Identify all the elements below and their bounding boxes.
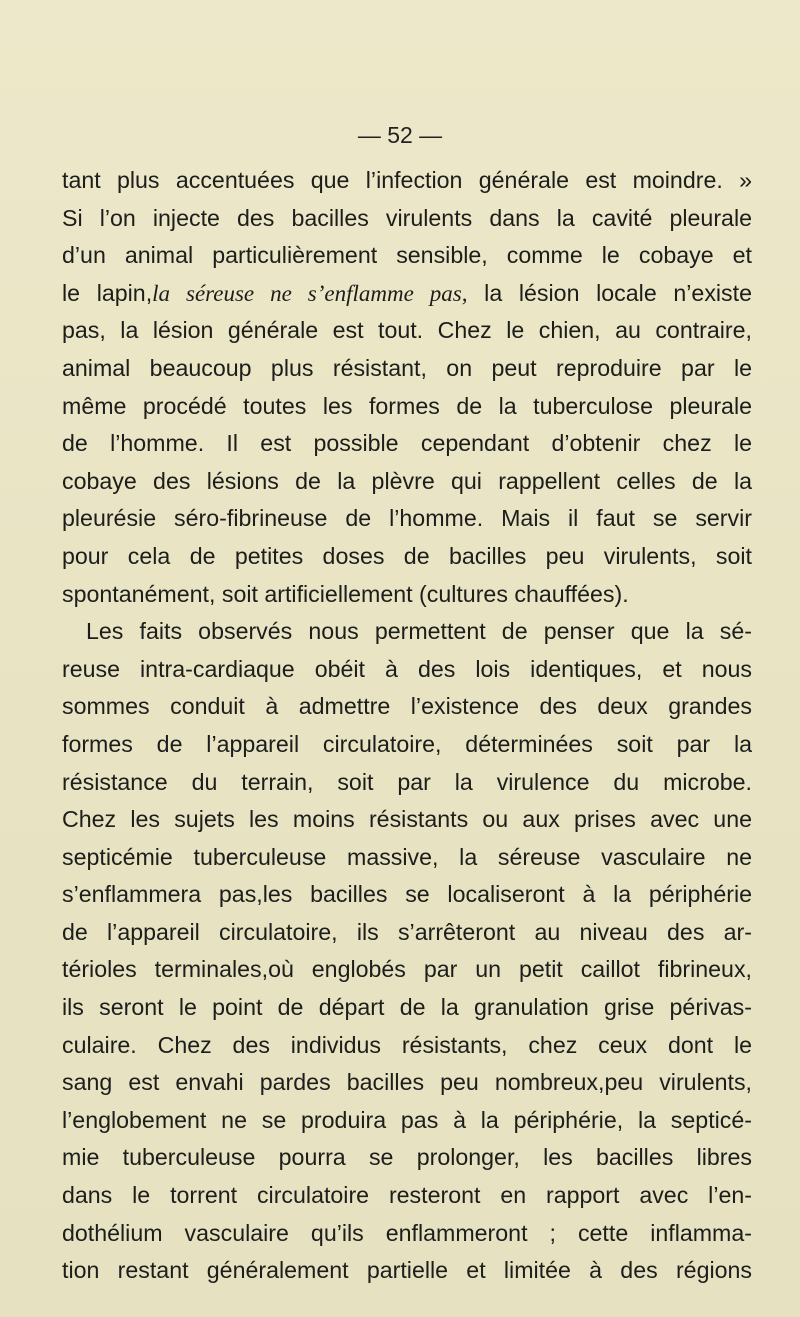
text-line-with-italic: [62, 275, 752, 313]
text-line: culaire. Chez des individus résistants, chez ceux dont le: [62, 1031, 752, 1058]
body-text: [62, 162, 752, 1290]
text-line: même procédé toutes les formes de la tuberculose pleurale: [62, 392, 752, 419]
text-line: d’un animal particulièrement sensible, comme le cobaye et: [62, 242, 752, 269]
text-line: ils seront le point de départ de la granulation grise périvas-: [62, 994, 752, 1021]
text-line: mie tuberculeuse pourra se prolonger, les bacilles libres: [62, 1144, 752, 1171]
text-line: de l’homme. Il est possible cependant d’obtenir chez le: [62, 430, 752, 457]
page-number: — 52 —: [357, 122, 443, 148]
text-line: animal beaucoup plus résistant, on peut reproduire par le: [62, 354, 752, 381]
text-line: térioles terminales,où englobés par un petit caillot fibrineux,: [62, 956, 752, 983]
text-line: formes de l’appareil circulatoire, déterminées soit par la: [62, 730, 752, 757]
text-line: s’enflammera pas,les bacilles se localiseront à la périphérie: [62, 881, 752, 908]
text-line: sommes conduit à admettre l’existence des deux grandes: [62, 693, 752, 720]
text-line: dans le torrent circulatoire resteront en rapport avec l’en-: [62, 1182, 752, 1209]
text-line: dothélium vasculaire qu’ils enflammeront ; cette inflamma-: [62, 1219, 752, 1246]
text-line: tion restant généralement partielle et limitée à des régions: [62, 1257, 752, 1284]
text-line: spontanément, soit artificiellement (cultures chauffées).: [62, 580, 629, 607]
italic-phrase: la séreuse ne s’enflamme pas,: [152, 280, 468, 306]
text-line: pleurésie séro-fibrineuse de l’homme. Mais il faut se servir: [62, 505, 752, 532]
text-fragment: le lapin,: [62, 279, 153, 306]
text-line: sang est envahi pardes bacilles peu nombreux,peu virulents,: [62, 1069, 752, 1096]
text-line: de l’appareil circulatoire, ils s’arrêteront au niveau des ar-: [62, 918, 752, 945]
text-line: septicémie tuberculeuse massive, la séreuse vasculaire ne: [62, 843, 752, 870]
text-line: Chez les sujets les moins résistants ou aux prises avec une: [62, 806, 752, 833]
text-line: pour cela de petites doses de bacilles peu virulents, soit: [62, 542, 752, 569]
text-fragment: la lésion locale n’existe: [467, 279, 752, 306]
paragraph-start-line: Les faits observés nous permettent de penser que la sé-: [86, 618, 752, 645]
text-line: reuse intra-cardiaque obéit à des lois identiques, et nous: [62, 655, 752, 682]
text-line: résistance du terrain, soit par la virulence du microbe.: [62, 768, 752, 795]
text-line: Si l’on injecte des bacilles virulents dans la cavité pleurale: [62, 204, 752, 231]
text-line: pas, la lésion générale est tout. Chez le chien, au contraire,: [62, 317, 752, 344]
text-line: l’englobement ne se produira pas à la périphérie, la septicé-: [62, 1106, 752, 1133]
text-line: tant plus accentuées que l’infection générale est moindre. »: [62, 167, 752, 193]
text-line: cobaye des lésions de la plèvre qui rappellent celles de la: [62, 467, 752, 494]
